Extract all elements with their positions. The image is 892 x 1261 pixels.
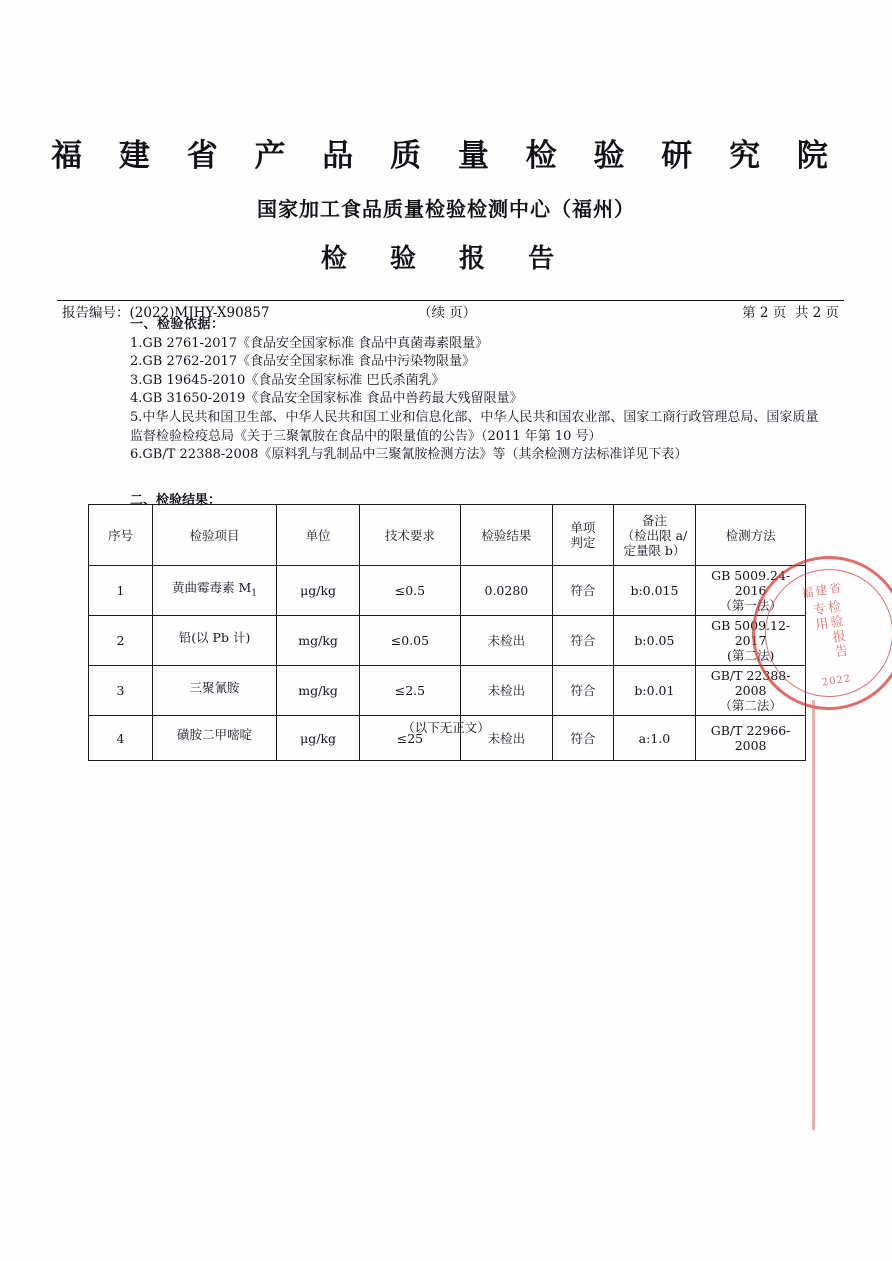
cell-judgement: 符合 <box>553 566 614 616</box>
col-header-method: 检测方法 <box>696 505 806 566</box>
basis-item: 4.GB 31650-2019《食品安全国家标准 食品中兽药最大残留限量》 <box>130 391 523 407</box>
no-further-text-note: （以下无正文） <box>402 720 490 735</box>
cell-remark: b:0.01 <box>613 666 696 716</box>
cell-no: 4 <box>89 716 153 761</box>
inspection-basis-heading: 一、检验依据： <box>130 317 225 332</box>
cell-unit: μg/kg <box>277 716 360 761</box>
cell-judgement: 符合 <box>553 716 614 761</box>
page-subtitle-center: 国家加工食品质量检验检测中心（福州） <box>257 197 635 221</box>
continued-label: （续 页） <box>418 305 477 321</box>
col-header-judgement <box>553 505 614 566</box>
cell-requirement: ≤0.5 <box>360 566 460 616</box>
cell-item-subscript: 1 <box>251 588 258 599</box>
cell-method-line2: （第一法） <box>719 598 782 613</box>
cell-no: 2 <box>89 616 153 666</box>
table-row <box>89 566 806 616</box>
table-header-row <box>89 505 806 566</box>
header-divider <box>57 300 844 301</box>
cell-result: 0.0280 <box>460 566 552 616</box>
cell-requirement: ≤0.05 <box>360 616 460 666</box>
report-number-value: (2022)MJHY-X90857 <box>129 305 270 321</box>
cell-judgement: 符合 <box>553 666 614 716</box>
cell-result: 未检出 <box>460 616 552 666</box>
page-title-report: 检 验 报 告 <box>320 244 572 274</box>
cell-remark: b:0.015 <box>613 566 696 616</box>
cell-item-text: 三聚氰胺 <box>189 679 240 695</box>
cell-no: 1 <box>89 566 153 616</box>
cell-result: 未检出 <box>460 666 552 716</box>
cell-requirement: ≤25 <box>360 716 460 761</box>
col-header-remark <box>613 505 696 566</box>
page-title-institute: 福 建 省 产 品 质 量 检 验 研 究 院 <box>51 138 841 174</box>
cell-judgement: 符合 <box>553 616 614 666</box>
cell-unit: μg/kg <box>277 566 360 616</box>
cell-item <box>153 616 277 666</box>
seal-vertical-text: 检验报告专用 <box>809 599 849 661</box>
seal-ink-streak <box>812 700 815 1130</box>
inspection-basis-section <box>130 316 830 465</box>
seal-bottom-text: 2022 <box>821 673 852 689</box>
col-header-judgement-line1: 单项 <box>570 520 596 535</box>
cell-no: 3 <box>89 666 153 716</box>
results-table-head <box>89 505 806 566</box>
cell-unit: mg/kg <box>277 666 360 716</box>
cell-remark: a:1.0 <box>613 716 696 761</box>
col-header-remark-line2: （检出限 a/ <box>621 527 688 543</box>
report-number-label: 报告编号： <box>62 305 130 321</box>
cell-requirement: ≤2.5 <box>360 666 460 716</box>
basis-item: 2.GB 2762-2017《食品安全国家标准 食品中污染物限量》 <box>130 354 476 370</box>
cell-method-line1: GB 5009.12-2017 <box>711 618 791 648</box>
cell-unit: mg/kg <box>277 616 360 666</box>
cell-method-line1: GB 5009.24-2016 <box>711 568 791 598</box>
inspection-results-heading: 二、检验结果： <box>130 493 222 508</box>
col-header-result: 检验结果 <box>460 505 552 566</box>
basis-item: 1.GB 2761-2017《食品安全国家标准 食品中真菌毒素限量》 <box>130 335 489 351</box>
col-header-no: 序号 <box>89 505 153 566</box>
basis-item: 6.GB/T 22388-2008《原料乳与乳制品中三聚氰胺检测方法》等（其余检测方法标准详见下表） <box>130 447 688 463</box>
col-header-remark-line1: 备注 <box>641 512 667 528</box>
cell-method-line1: GB/T 22388-2008 <box>710 668 791 698</box>
table-row <box>89 666 806 716</box>
col-header-unit: 单位 <box>277 505 360 566</box>
cell-method-line1: GB/T 22966-2008 <box>710 723 791 753</box>
cell-item-text: 铅(以 Pb 计) <box>178 629 251 645</box>
cell-item-text: 黄曲霉毒素 M <box>172 579 252 595</box>
cell-item <box>153 666 277 716</box>
cell-item-text: 磺胺二甲嘧啶 <box>177 727 253 743</box>
col-header-item: 检验项目 <box>153 505 277 566</box>
document-body <box>0 0 892 325</box>
cell-result: 未检出 <box>460 716 552 761</box>
cell-method-line2: (第二法) <box>726 648 775 663</box>
cell-item <box>153 566 277 616</box>
col-header-remark-line3: 定量限 b） <box>623 542 686 558</box>
table-row <box>89 616 806 666</box>
col-header-judgement-line2: 判定 <box>570 535 596 550</box>
col-header-requirement: 技术要求 <box>360 505 460 566</box>
page-indicator: 第 2 页 共 2 页 <box>742 305 839 321</box>
basis-item: 3.GB 19645-2010《食品安全国家标准 巴氏杀菌乳》 <box>130 372 445 388</box>
basis-item: 5.中华人民共和国卫生部、中华人民共和国工业和信息化部、中华人民共和国农业部、国家工商行政管理总局、国家质量监督检验检疫总局《关于三聚氰胺在食品中的限量值的公告》（2011 年第 10 号） <box>130 409 819 444</box>
seal-top-text: 福建省 <box>800 580 845 601</box>
cell-method-line2: （第二法） <box>719 698 782 713</box>
cell-remark: b:0.05 <box>613 616 696 666</box>
